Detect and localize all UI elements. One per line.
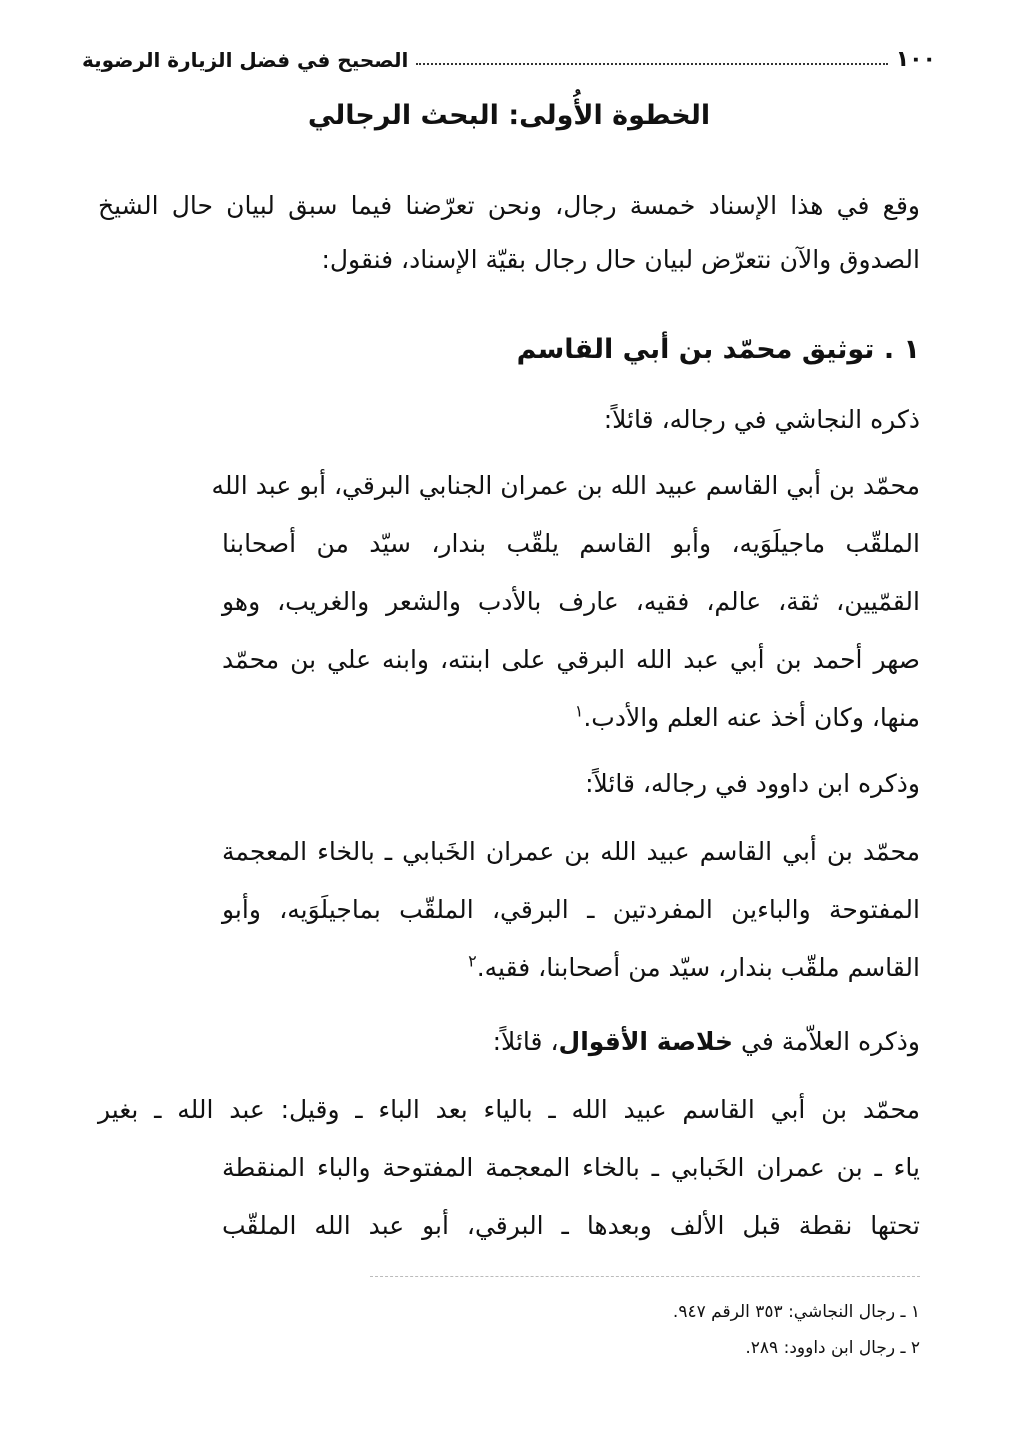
book-name: خلاصة الأقوال (558, 1027, 734, 1056)
allama-quote-line: محمّد بن أبي القاسم عبيد الله ـ بالياء بعد الباء ـ وقيل: عبد الله ـ بغير (98, 1095, 920, 1124)
subsection-title: ١ . توثيق محمّد بن أبي القاسم (516, 334, 920, 365)
dawood-quote-line: المفتوحة والباءين المفردتين ـ البرقي، الملقّب بماجيلَوَيه، وأبو (222, 895, 920, 924)
section-heading: الخطوة الأُولى: البحث الرجالي (307, 100, 711, 131)
running-header (82, 36, 936, 72)
book-title: الصحيح في فضل الزيارة الرضوية (82, 48, 409, 72)
najashi-intro: ذكره النجاشي في رجاله، قائلاً: (603, 405, 920, 434)
footnote-marker: ٢ (468, 951, 477, 971)
intro-line: الصدوق والآن نتعرّض لبيان حال رجال بقيّة الإسناد، فنقول: (321, 245, 920, 274)
dawood-quote-line-last (468, 948, 920, 988)
header-dot-leader (416, 63, 887, 65)
najashi-quote-line: محمّد بن أبي القاسم عبيد الله بن عمران الجنابي البرقي، أبو عبد الله (211, 471, 920, 500)
allama-intro-post: ، قائلاً: (492, 1027, 559, 1056)
footnote-marker: ١ (574, 701, 584, 721)
najashi-quote-line: صهر أحمد بن أبي عبد الله البرقي على ابنته، وابنه علي بن محمّد (222, 645, 920, 674)
najashi-quote-text: منها، وكان أخذ عنه العلم والأدب. (583, 703, 920, 732)
footnote-separator (370, 1276, 920, 1277)
najashi-quote-line-last (575, 698, 920, 738)
najashi-quote-line: الملقّب ماجيلَوَيه، وأبو القاسم يلقّب بندار، سيّد من أصحابنا (222, 529, 920, 558)
intro-line: وقع في هذا الإسناد خمسة رجال، ونحن تعرّضنا فيما سبق لبيان حال الشيخ (98, 191, 920, 220)
footnote: ١ ـ رجال النجاشي: ٣٥٣ الرقم ٩٤٧. (672, 1302, 920, 1322)
allama-quote-line: ياء ـ بن عمران الخَبابي ـ بالخاء المعجمة المفتوحة والباء المنقطة (222, 1153, 920, 1182)
najashi-quote-line: القمّيين، ثقة، عالم، فقيه، عارف بالأدب والشعر والغريب، وهو (222, 587, 920, 616)
dawood-intro: وذكره ابن داوود في رجاله، قائلاً: (585, 769, 920, 798)
dawood-quote-text: القاسم ملقّب بندار، سيّد من أصحابنا، فقيه. (476, 953, 920, 982)
allama-intro-pre: وذكره العلاّمة في (733, 1027, 920, 1056)
dawood-quote-line: محمّد بن أبي القاسم عبيد الله بن عمران الخَبابي ـ بالخاء المعجمة (222, 837, 920, 866)
allama-quote-line: تحتها نقطة قبل الألف وبعدها ـ البرقي، أبو عبد الله الملقّب (222, 1211, 920, 1240)
allama-intro (493, 1022, 920, 1062)
footnote: ٢ ـ رجال ابن داوود: ٢٨٩. (745, 1338, 920, 1358)
page-number: ١٠٠ (895, 47, 936, 72)
